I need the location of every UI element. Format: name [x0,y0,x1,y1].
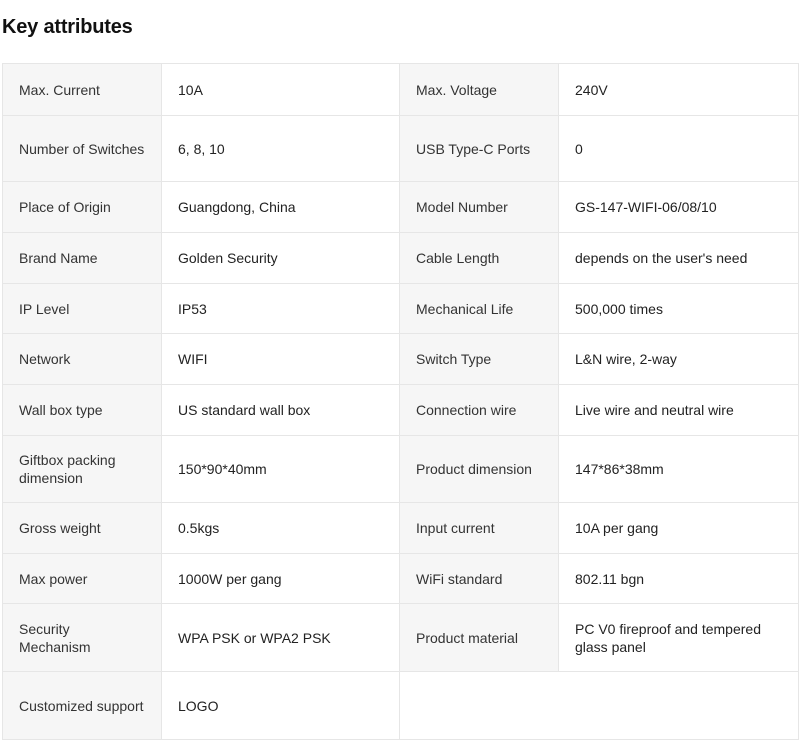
attribute-label: Security Mechanism [3,604,162,672]
attribute-label: IP Level [3,284,162,334]
attribute-label: Max. Current [3,64,162,116]
attribute-value: 150*90*40mm [162,436,400,503]
attribute-value: 6, 8, 10 [162,116,400,182]
table-row [3,284,799,334]
attribute-value: 147*86*38mm [559,436,799,503]
attributes-table [2,63,799,740]
attribute-value: LOGO [162,672,400,740]
attribute-value: Guangdong, China [162,182,400,233]
attribute-label: Place of Origin [3,182,162,233]
attribute-value: WIFI [162,334,400,385]
attribute-value: 1000W per gang [162,554,400,604]
attribute-value: GS-147-WIFI-06/08/10 [559,182,799,233]
table-row [3,182,799,233]
attribute-value: 0.5kgs [162,503,400,554]
attribute-value: Live wire and neutral wire [559,385,799,436]
table-row [3,116,799,182]
attribute-label: Mechanical Life [400,284,559,334]
table-row [3,503,799,554]
attribute-label: Customized support [3,672,162,740]
table-row [3,672,799,740]
table-row [3,604,799,672]
attribute-label: USB Type-C Ports [400,116,559,182]
table-row [3,334,799,385]
attribute-value: PC V0 fireproof and tempered glass panel [559,604,799,672]
attribute-label: Connection wire [400,385,559,436]
table-row [3,436,799,503]
attribute-label: Gross weight [3,503,162,554]
attribute-label: Cable Length [400,233,559,284]
table-row [3,385,799,436]
attribute-value: L&N wire, 2-way [559,334,799,385]
attribute-label: Giftbox packing dimension [3,436,162,503]
attribute-label: Number of Switches [3,116,162,182]
attribute-value: IP53 [162,284,400,334]
section-title: Key attributes [2,16,133,38]
attribute-label: Product dimension [400,436,559,503]
attribute-value: US standard wall box [162,385,400,436]
attribute-label: Wall box type [3,385,162,436]
attribute-label: WiFi standard [400,554,559,604]
attribute-label: Input current [400,503,559,554]
attribute-value: 0 [559,116,799,182]
empty-cell [400,672,799,740]
attribute-label: Model Number [400,182,559,233]
attribute-value: depends on the user's need [559,233,799,284]
table-row [3,233,799,284]
attribute-value: 500,000 times [559,284,799,334]
attribute-value: 10A [162,64,400,116]
attribute-value: 10A per gang [559,503,799,554]
attribute-label: Network [3,334,162,385]
table-row [3,554,799,604]
attribute-value: WPA PSK or WPA2 PSK [162,604,400,672]
table-row [3,64,799,116]
attribute-label: Max power [3,554,162,604]
attribute-label: Max. Voltage [400,64,559,116]
attribute-value: Golden Security [162,233,400,284]
attribute-value: 240V [559,64,799,116]
attribute-label: Switch Type [400,334,559,385]
attribute-label: Brand Name [3,233,162,284]
attribute-value: 802.11 bgn [559,554,799,604]
attribute-label: Product material [400,604,559,672]
